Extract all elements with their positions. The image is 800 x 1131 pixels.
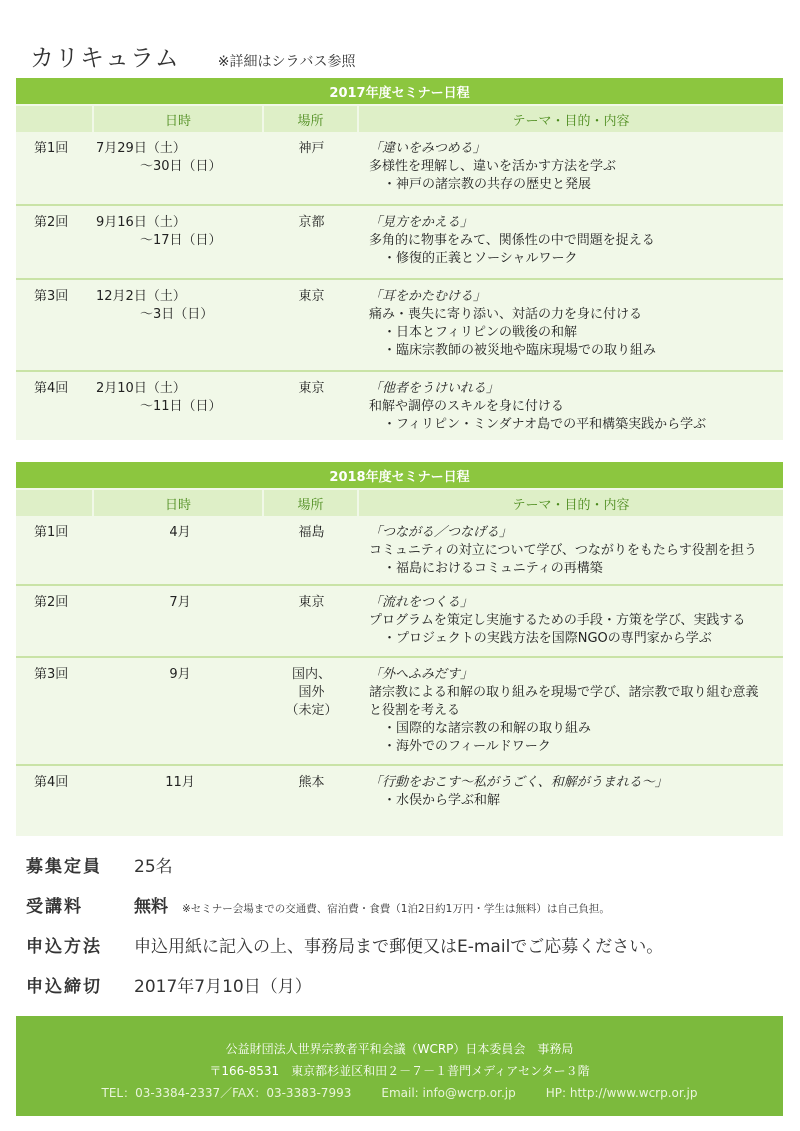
theme-subitem: ・日本とフィリピンの戦後の和解 bbox=[383, 325, 577, 340]
schedule-2018-column-header bbox=[16, 490, 783, 516]
theme-subitem: ・フィリピン・ミンダナオ島での平和構築実践から学ぶ bbox=[383, 417, 707, 432]
table-row bbox=[16, 516, 783, 578]
footer-contact bbox=[16, 1082, 783, 1104]
theme-title: 「外へふみだす」 bbox=[369, 667, 474, 682]
theme-subitem: ・修復的正義とソーシャルワーク bbox=[383, 251, 578, 266]
fee-note: ※セミナー会場までの交通費、宿泊費・食費（1泊2日約1万円・学生は無料）は自己負担。 bbox=[182, 903, 610, 915]
session-month: 4月 bbox=[169, 525, 191, 540]
session-number: 第4回 bbox=[34, 775, 69, 790]
theme-description: コミュニティの対立について学び、つながりをもたらす役割を担う bbox=[369, 543, 757, 558]
session-number: 第3回 bbox=[34, 289, 69, 304]
session-date bbox=[94, 380, 264, 438]
theme-subitem: ・神戸の諸宗教の共存の歴史と発展 bbox=[383, 177, 592, 192]
session-date-start: 9月16日（土） bbox=[96, 215, 186, 230]
session-place: 熊本 bbox=[298, 775, 325, 790]
session-date bbox=[94, 214, 264, 272]
column-date: 日時 bbox=[94, 106, 264, 132]
session-theme bbox=[359, 666, 783, 758]
column-theme: テーマ・目的・内容 bbox=[512, 497, 630, 513]
schedule-2018-title: 2018年度セミナー日程 bbox=[16, 462, 783, 488]
theme-subitem: ・プロジェクトの実践方法を国際NGOの専門家から学ぶ bbox=[383, 631, 712, 646]
theme-title: 「見方をかえる」 bbox=[369, 215, 474, 230]
column-date: 日時 bbox=[94, 490, 264, 516]
table-row bbox=[16, 280, 783, 364]
session-date-start: 7月29日（土） bbox=[96, 141, 186, 156]
table-row bbox=[16, 372, 783, 438]
apply-value: 申込用紙に記入の上、事務局まで郵便又はE-mailでご応募ください。 bbox=[134, 937, 664, 957]
fee-value: 無料 bbox=[134, 897, 168, 917]
deadline-value: 2017年7月10日（月） bbox=[134, 977, 312, 997]
column-place: 場所 bbox=[264, 106, 359, 132]
schedule-2018 bbox=[16, 462, 783, 836]
theme-subitem: ・臨床宗教師の被災地や臨床現場での取り組み bbox=[383, 343, 657, 358]
session-month: 9月 bbox=[169, 667, 191, 682]
session-place-line: （未定） bbox=[285, 703, 338, 718]
session-theme bbox=[359, 380, 783, 438]
session-place: 福島 bbox=[298, 525, 325, 540]
session-date bbox=[94, 288, 264, 364]
session-date-start: 12月2日（土） bbox=[96, 289, 186, 304]
session-place: 神戸 bbox=[298, 141, 325, 156]
theme-description: 諸宗教による和解の取り組みを現場で学び、諸宗教で取り組む意義 bbox=[369, 685, 759, 700]
footer bbox=[16, 1016, 783, 1116]
theme-description: と役割を考える bbox=[369, 703, 461, 718]
schedule-2017-title: 2017年度セミナー日程 bbox=[16, 78, 783, 104]
table-row bbox=[16, 766, 783, 816]
session-place-line: 国内、 bbox=[291, 667, 331, 682]
deadline-label: 申込締切 bbox=[26, 977, 102, 997]
session-theme bbox=[359, 524, 783, 578]
column-number bbox=[16, 490, 94, 516]
capacity-value: 25名 bbox=[134, 857, 173, 877]
session-theme bbox=[359, 594, 783, 650]
session-theme bbox=[359, 288, 783, 364]
session-place: 東京 bbox=[298, 381, 325, 396]
session-date-end: ～30日（日） bbox=[140, 159, 222, 174]
footer-org: 公益財団法人世界宗教者平和会議（WCRP）日本委員会 事務局 bbox=[225, 1042, 574, 1056]
session-date-end: ～3日（日） bbox=[140, 307, 214, 322]
apply-label: 申込方法 bbox=[26, 937, 102, 957]
theme-description: プログラムを策定し実施するための手段・方策を学び、実践する bbox=[369, 613, 746, 628]
footer-tel: TEL：03-3384-2337／FAX：03-3383-7993 bbox=[101, 1086, 352, 1100]
theme-title: 「つながる／つなげる」 bbox=[369, 525, 513, 540]
theme-description: 痛み・喪失に寄り添い、対話の力を身に付ける bbox=[369, 307, 643, 322]
footer-website-link[interactable]: HP: http://www.wcrp.or.jp bbox=[545, 1086, 698, 1100]
session-place bbox=[264, 666, 359, 758]
session-place: 東京 bbox=[298, 595, 325, 610]
session-place-line: 国外 bbox=[298, 685, 325, 700]
session-number: 第1回 bbox=[34, 141, 69, 156]
theme-title: 「流れをつくる」 bbox=[369, 595, 474, 610]
session-month: 11月 bbox=[165, 775, 195, 790]
fee-line bbox=[26, 892, 610, 917]
theme-description: 和解や調停のスキルを身に付ける bbox=[369, 399, 564, 414]
table-row bbox=[16, 132, 783, 198]
page-title: カリキュラム bbox=[30, 44, 180, 72]
theme-subitem: ・海外でのフィールドワーク bbox=[383, 739, 551, 754]
theme-description: 多角的に物事をみて、関係性の中で問題を捉える bbox=[369, 233, 655, 248]
session-place: 京都 bbox=[298, 215, 325, 230]
capacity-label: 募集定員 bbox=[26, 857, 102, 877]
session-number: 第4回 bbox=[34, 381, 69, 396]
theme-title: 「行動をおこす～私がうごく、和解がうまれる～」 bbox=[369, 775, 668, 790]
theme-description: 多様性を理解し、違いを活かす方法を学ぶ bbox=[369, 159, 617, 174]
table-row bbox=[16, 586, 783, 650]
session-date-start: 2月10日（土） bbox=[96, 381, 186, 396]
session-theme bbox=[359, 774, 783, 816]
theme-title: 「他者をうけいれる」 bbox=[369, 381, 500, 396]
footer-email-link[interactable]: Email: info@wcrp.or.jp bbox=[381, 1086, 516, 1100]
schedule-2017-column-header bbox=[16, 106, 783, 132]
theme-title: 「耳をかたむける」 bbox=[369, 289, 487, 304]
footer-address: 〒166-8531 東京都杉並区和田２－７－１普門メディアセンター３階 bbox=[209, 1064, 590, 1078]
syllabus-note: ※詳細はシラバス参照 bbox=[217, 54, 356, 70]
session-number: 第1回 bbox=[34, 525, 69, 540]
theme-subitem: ・水俣から学ぶ和解 bbox=[383, 793, 501, 808]
session-month: 7月 bbox=[169, 595, 191, 610]
session-theme bbox=[359, 214, 783, 272]
column-place: 場所 bbox=[264, 490, 359, 516]
table-row bbox=[16, 206, 783, 272]
session-number: 第3回 bbox=[34, 667, 69, 682]
theme-title: 「違いをみつめる」 bbox=[369, 141, 486, 156]
session-number: 第2回 bbox=[34, 215, 69, 230]
schedule-2017 bbox=[16, 78, 783, 440]
column-theme: テーマ・目的・内容 bbox=[512, 113, 630, 129]
theme-subitem: ・国際的な諸宗教の和解の取り組み bbox=[383, 721, 592, 736]
capacity-line bbox=[26, 852, 173, 877]
session-place: 東京 bbox=[298, 289, 325, 304]
table-row bbox=[16, 658, 783, 758]
session-theme bbox=[359, 140, 783, 198]
session-number: 第2回 bbox=[34, 595, 69, 610]
session-date-end: ～17日（日） bbox=[140, 233, 222, 248]
column-number bbox=[16, 106, 94, 132]
apply-line bbox=[26, 932, 663, 957]
fee-label: 受講料 bbox=[26, 897, 83, 917]
page-header bbox=[30, 38, 356, 74]
session-date bbox=[94, 140, 264, 198]
session-date-end: ～11日（日） bbox=[140, 399, 222, 414]
theme-subitem: ・福島におけるコミュニティの再構築 bbox=[383, 561, 603, 576]
deadline-line bbox=[26, 972, 312, 997]
